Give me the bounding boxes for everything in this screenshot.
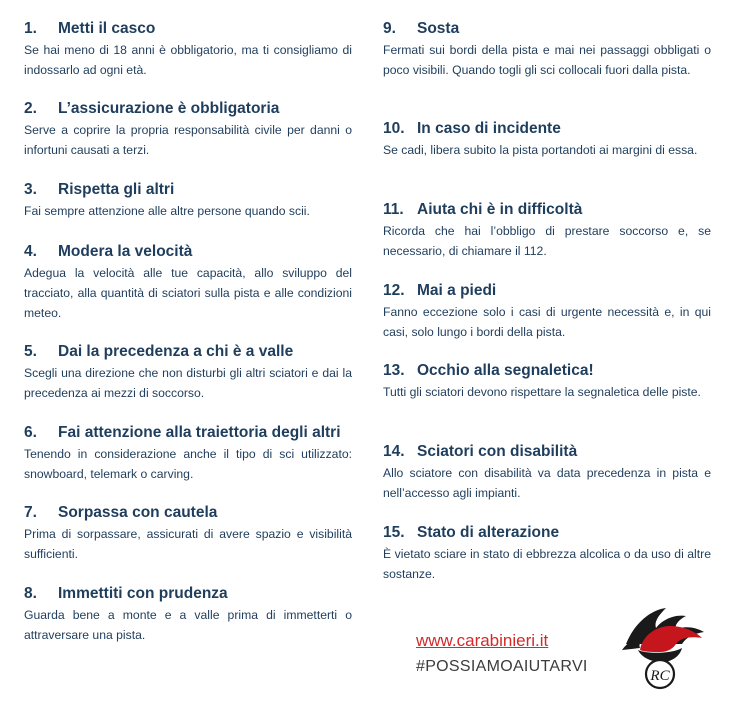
rule-description: Fermati sui bordi della pista e mai nei passaggi obbligati o poco visibili. Quando togli gli sci collocali fuori dalla pista. bbox=[383, 43, 711, 77]
website-link[interactable]: www.carabinieri.it bbox=[416, 631, 549, 650]
rule-description: Tenendo in considerazione anche il tipo di sci utilizzato: snowboard, telemark o carving. bbox=[24, 447, 352, 481]
rule-title: 15. Stato di alterazione bbox=[383, 524, 560, 541]
rule-description: Se hai meno di 18 anni è obbligatorio, ma ti consigliamo di indossarlo ad ogni età. bbox=[24, 43, 352, 77]
rule-title: 3. Rispetta gli altri bbox=[24, 181, 175, 198]
rule-title: 7. Sorpassa con cautela bbox=[24, 504, 218, 521]
rule-title: 2. L’assicurazione è obbligatoria bbox=[24, 100, 280, 117]
rule-description: È vietato sciare in stato di ebbrezza alcolica o da uso di altre sostanze. bbox=[383, 547, 711, 581]
rule-title: 5. Dai la precedenza a chi è a valle bbox=[24, 343, 294, 360]
carabinieri-flame-logo-icon bbox=[616, 604, 712, 696]
logo-monogram: RC bbox=[650, 668, 670, 684]
rule-title: 9. Sosta bbox=[383, 20, 460, 37]
rule-description: Tutti gli sciatori devono rispettare la segnaletica delle piste. bbox=[383, 385, 701, 399]
rule-description: Scegli una direzione che non disturbi gli altri sciatori e dai la precedenza ai mezzi di soccorso. bbox=[24, 366, 352, 400]
rule-description: Se cadi, libera subito la pista portandoti ai margini di essa. bbox=[383, 143, 698, 157]
hashtag: #POSSIAMOAIUTARVI bbox=[416, 658, 588, 675]
rule-title: 13. Occhio alla segnaletica! bbox=[383, 362, 594, 379]
rule-description: Allo sciatore con disabilità va data precedenza in pista e nell’accesso agli impianti. bbox=[383, 466, 711, 500]
rule-title: 14. Sciatori con disabilità bbox=[383, 443, 578, 460]
rule-description: Adegua la velocità alle tue capacità, allo sviluppo del tracciato, alla quantità di sciatori sulla pista e alle condizioni meteo. bbox=[24, 266, 352, 320]
rule-description: Serve a coprire la propria responsabilità civile per danni o infortuni causati a terzi. bbox=[24, 123, 352, 157]
rule-title: 4. Modera la velocità bbox=[24, 243, 193, 260]
rule-title: 11. Aiuta chi è in difficoltà bbox=[383, 201, 583, 218]
rule-description: Guarda bene a monte e a valle prima di immetterti o attraversare una pista. bbox=[24, 608, 352, 642]
rule-title: 10. In caso di incidente bbox=[383, 120, 561, 137]
rule-description: Fai sempre attenzione alle altre persone quando scii. bbox=[24, 204, 310, 218]
rule-description: Ricorda che hai l’obbligo di prestare soccorso e, se necessario, di chiamare il 112. bbox=[383, 224, 711, 258]
rule-title: 1. Metti il casco bbox=[24, 20, 156, 37]
rule-description: Prima di sorpassare, assicurati di avere spazio e visibilità sufficienti. bbox=[24, 527, 352, 561]
rule-description: Fanno eccezione solo i casi di urgente necessità e, in qui casi, solo lungo i bordi della pista. bbox=[383, 305, 711, 339]
rule-title: 12. Mai a piedi bbox=[383, 282, 497, 299]
rule-title: 8. Immettiti con prudenza bbox=[24, 585, 228, 602]
footer bbox=[416, 630, 616, 678]
rule-title: 6. Fai attenzione alla traiettoria degli altri bbox=[24, 424, 341, 441]
